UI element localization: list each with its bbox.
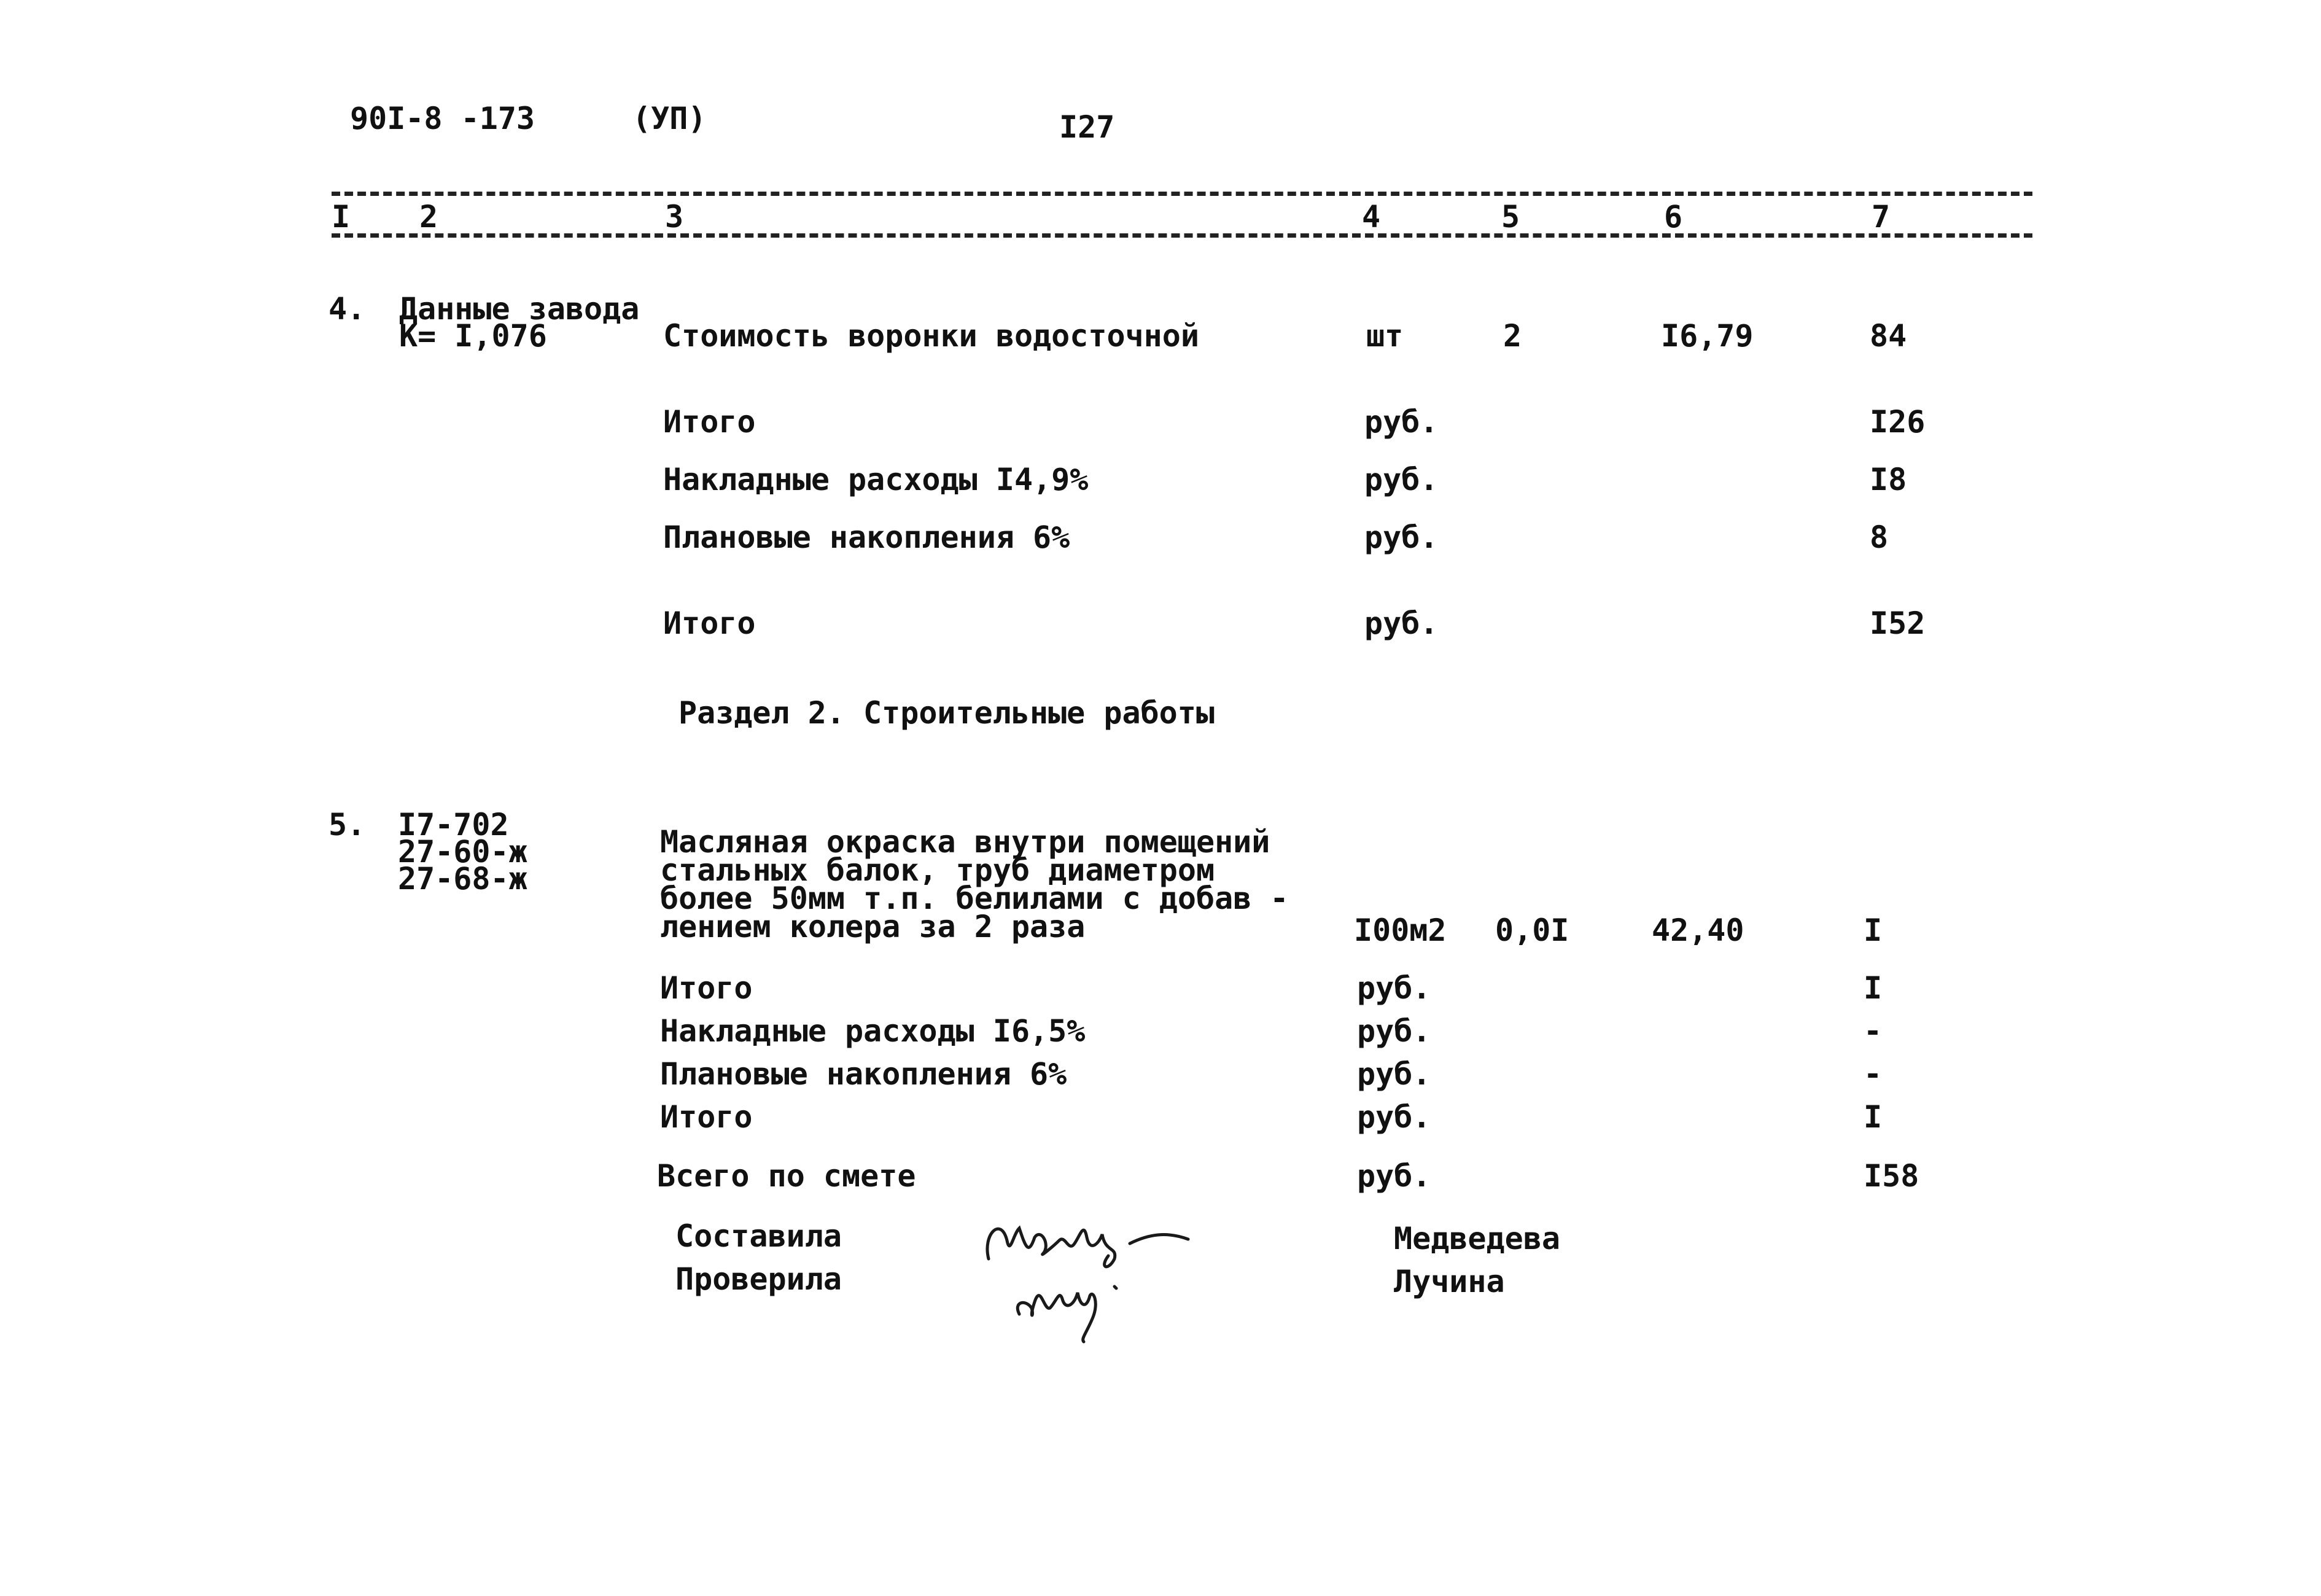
header-bottom-rule — [332, 233, 2032, 238]
item-5-quantity: 0,0I — [1495, 913, 1569, 948]
item-5-unit: I00м2 — [1354, 913, 1447, 948]
item-5-source — [398, 807, 527, 897]
handwritten-signature-checked — [1007, 1265, 1142, 1345]
section-title: Раздел 2. Строительные работы — [678, 695, 1215, 731]
grand-total-label: Всего по смете — [657, 1158, 916, 1194]
item-5-name-line: Масляная окраска внутри помещений — [660, 824, 1270, 860]
checked-by-label: Проверила — [675, 1261, 842, 1297]
document-type: (УП) — [632, 101, 707, 136]
item-5-subtotal-value: I — [1864, 970, 1883, 1006]
item-5-name — [660, 824, 1289, 944]
item-4-source-line2: К= I,076 — [399, 318, 547, 354]
document-code: 90I-8 -173 — [350, 101, 535, 136]
column-number-7: 7 — [1872, 199, 1891, 235]
item-5-total-label: Итого — [660, 1099, 753, 1135]
item-5-planned-label: Плановые накопления 6% — [660, 1056, 1067, 1092]
compiled-by-name: Медведева — [1394, 1221, 1560, 1256]
item-4-total-unit: руб. — [1364, 605, 1439, 641]
item-5-total-unit: руб. — [1357, 1099, 1431, 1135]
item-4-overhead-unit: руб. — [1364, 462, 1439, 497]
column-number-3: 3 — [665, 199, 684, 235]
item-4-subtotal-unit: руб. — [1364, 404, 1439, 440]
item-4-overhead-label: Накладные расходы I4,9% — [663, 462, 1089, 497]
item-5-name-line: более 50мм т.п. белилами с добав - — [660, 881, 1289, 916]
item-5-overhead-unit: руб. — [1357, 1013, 1431, 1049]
grand-total-value: I58 — [1864, 1158, 1919, 1194]
item-5-price: 42,40 — [1652, 913, 1744, 948]
column-number-1: I — [332, 199, 351, 235]
item-4-total-value: I52 — [1870, 605, 1926, 641]
item-5-total-value: I — [1864, 1099, 1883, 1135]
item-4-subtotal-label: Итого — [663, 404, 756, 440]
header-top-rule — [332, 192, 2032, 196]
item-4-total-label: Итого — [663, 605, 756, 641]
item-5-source-line: 27-60-ж — [398, 834, 527, 870]
item-5-subtotal-label: Итого — [660, 970, 753, 1006]
item-4-subtotal-value: I26 — [1870, 404, 1926, 440]
item-5-overhead-value: - — [1864, 1013, 1883, 1049]
item-5-number: 5. — [329, 807, 366, 843]
grand-total-unit: руб. — [1357, 1158, 1431, 1194]
item-4-quantity: 2 — [1503, 318, 1522, 354]
item-4-overhead-value: I8 — [1870, 462, 1907, 497]
item-4-name: Стоимость воронки водосточной — [663, 318, 1199, 354]
column-number-5: 5 — [1501, 199, 1520, 235]
item-4-unit: шт — [1366, 318, 1404, 354]
item-5-name-line: лением колера за 2 раза — [660, 909, 1086, 944]
item-4-number: 4. — [329, 291, 366, 327]
item-5-name-line: стальных балок, труб диаметром — [660, 852, 1215, 888]
item-5-subtotal-unit: руб. — [1357, 970, 1431, 1006]
checked-by-name: Лучина — [1394, 1264, 1505, 1299]
item-5-source-line: I7-702 — [398, 807, 509, 843]
item-5-total: I — [1864, 913, 1883, 948]
item-5-source-line: 27-68-ж — [398, 861, 527, 897]
item-4-price: I6,79 — [1661, 318, 1754, 354]
compiled-by-label: Составила — [675, 1218, 842, 1254]
item-4-total: 84 — [1870, 318, 1907, 354]
item-4-source-line1: Данные завода — [399, 291, 640, 327]
page-number: I27 — [1059, 109, 1115, 145]
item-5-planned-value: - — [1864, 1056, 1883, 1092]
column-number-2: 2 — [419, 199, 438, 235]
item-4-planned-label: Плановые накопления 6% — [663, 520, 1070, 555]
column-number-6: 6 — [1664, 199, 1683, 235]
item-4-planned-value: 8 — [1870, 520, 1889, 555]
column-number-4: 4 — [1362, 199, 1381, 235]
item-5-overhead-label: Накладные расходы I6,5% — [660, 1013, 1086, 1049]
item-4-planned-unit: руб. — [1364, 520, 1439, 555]
item-5-planned-unit: руб. — [1357, 1056, 1431, 1092]
